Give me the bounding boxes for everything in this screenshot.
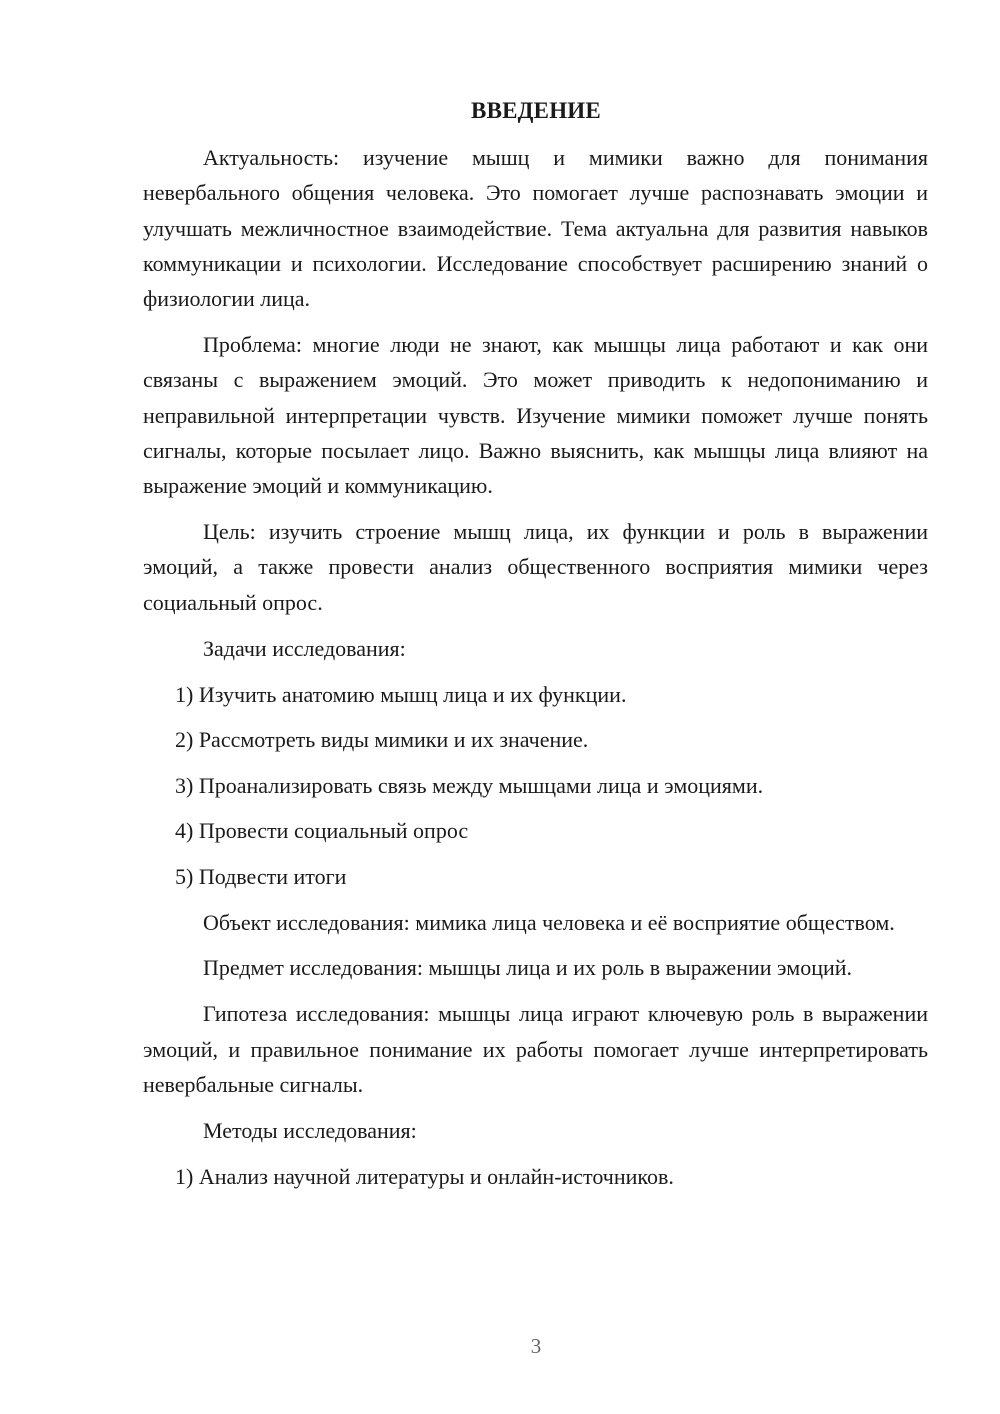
- page-number: 3: [530, 1334, 542, 1358]
- task-list-item: 2) Рассмотреть виды мимики и их значение.: [175, 727, 589, 753]
- object-paragraph: Объект исследования: мимика лица человека и её восприятие обществом.: [203, 909, 895, 935]
- task-list-item: 5) Подвести итоги: [175, 863, 347, 889]
- problem-paragraph: Проблема: многие люди не знают, как мышцы лица работают и как они связаны с выражением эмоций. Это может приводить к недопониманию и неправильной интерпретации чувств. Изучение мимики поможет лучше понять сигналы, которые посылает лицо. Важно выяснить, как мышцы лица влияют на выражение эмоций и коммуникацию.: [143, 332, 928, 499]
- task-list-item: 3) Проанализировать связь между мышцами лица и эмоциями.: [175, 772, 764, 798]
- subject-paragraph: Предмет исследования: мышцы лица и их роль в выражении эмоций.: [203, 955, 853, 981]
- hypothesis-paragraph: Гипотеза исследования: мышцы лица играют ключевую роль в выражении эмоций, и правильное понимание их работы помогает лучше интерпретировать невербальные сигналы.: [143, 1001, 928, 1097]
- tasks-heading: Задачи исследования:: [203, 635, 406, 661]
- methods-heading: Методы исследования:: [203, 1117, 417, 1143]
- task-list-item: 1) Изучить анатомию мышц лица и их функции.: [175, 681, 627, 707]
- document-body: [143, 140, 928, 1204]
- page-title: ВВЕДЕНИЕ: [471, 98, 601, 123]
- relevance-paragraph: Актуальность: изучение мышц и мимики важно для понимания невербального общения человека. Это помогает лучше распознавать эмоции и улучшать межличностное взаимодействие. Тема актуальна для развития навыков коммуникации и психологии. Исследование способствует расширению знаний о физиологии лица.: [143, 145, 928, 312]
- method-list-item: 1) Анализ научной литературы и онлайн-источников.: [175, 1163, 674, 1189]
- goal-paragraph: Цель: изучить строение мышц лица, их функции и роль в выражении эмоций, а также провести анализ общественного восприятия мимики через социальный опрос.: [143, 519, 928, 615]
- task-list-item: 4) Провести социальный опрос: [175, 818, 469, 844]
